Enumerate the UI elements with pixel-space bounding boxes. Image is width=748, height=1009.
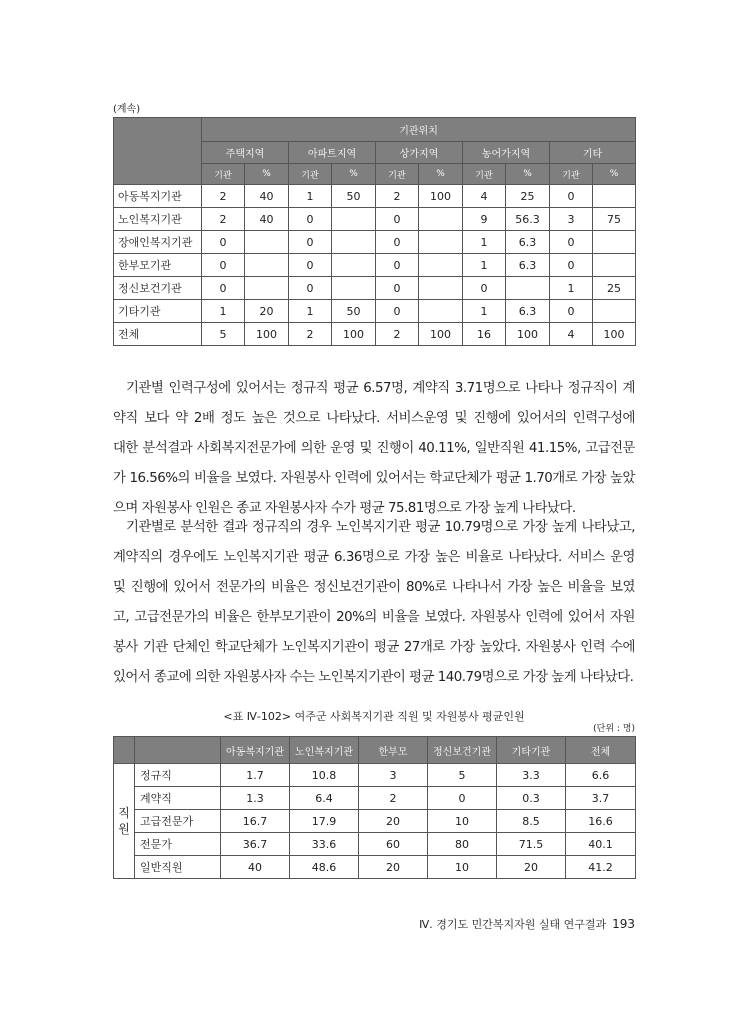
- table-cell: 0: [289, 208, 332, 231]
- table-cell: 48.6: [290, 856, 359, 879]
- row-label: 일반직원: [135, 856, 221, 879]
- paragraph-text: [113, 374, 635, 524]
- column-header: 아동복지기관: [221, 737, 290, 764]
- subheader-cell: %: [506, 164, 550, 185]
- table-cell: 0.3: [497, 787, 566, 810]
- table-row: [114, 764, 636, 787]
- header-row-1: [114, 118, 636, 142]
- table-cell: 8.5: [497, 810, 566, 833]
- row-label: 장애인복지기관: [114, 231, 202, 254]
- paragraph-line: 봉사 기관 단체인 학교단체가 노인복지기관이 평균 27개로 가장 높았다. 자원봉사 인력 수에: [113, 640, 635, 655]
- table-cell: 1: [463, 300, 506, 323]
- group-header-cell: 상가지역: [376, 142, 463, 164]
- table-cell: 2: [202, 185, 245, 208]
- subheader-cell: 기관: [376, 164, 419, 185]
- table-cell: 0: [289, 254, 332, 277]
- table-cell: 6.3: [506, 231, 550, 254]
- table-cell: 0: [376, 300, 419, 323]
- paragraph-line: 약직 보다 약 2배 정도 높은 것으로 나타났다. 서비스운영 및 진행에 있어서의 인력구성에: [113, 411, 635, 426]
- table-cell: 1: [202, 300, 245, 323]
- table-cell: [245, 277, 289, 300]
- table-row: [114, 277, 636, 300]
- table-cell: 0: [202, 277, 245, 300]
- paragraph-line: 및 진행에 있어서 전문가의 비율은 정신보건기관이 80%로 나타나서 가장 높은 비율을 보였: [113, 580, 635, 595]
- subheader-cell: 기관: [550, 164, 593, 185]
- table-cell: 1.7: [221, 764, 290, 787]
- group-header-cell: 농어가지역: [463, 142, 550, 164]
- paragraph-line: 계약직의 경우에도 노인복지기관 평균 6.36명으로 가장 높은 비율로 나타났다. 서비스 운영: [113, 550, 635, 565]
- table-cell: 6.4: [290, 787, 359, 810]
- table-cell: 1: [463, 254, 506, 277]
- column-header: 전체: [566, 737, 636, 764]
- row-label: 계약직: [135, 787, 221, 810]
- table-cell: 2: [359, 787, 428, 810]
- group-label: 직 원: [114, 764, 135, 879]
- table-cell: [419, 231, 463, 254]
- table-cell: 5: [202, 323, 245, 346]
- header-row: [114, 737, 636, 764]
- table-cell: 0: [550, 231, 593, 254]
- paragraph-line: 고, 고급전문가의 비율은 한부모기관이 20%의 비율을 보였다. 자원봉사 인력에 있어서 자원: [113, 610, 635, 625]
- table-cell: 36.7: [221, 833, 290, 856]
- table-cell: 100: [419, 185, 463, 208]
- paragraph-line: 가 16.56%의 비율을 보였다. 자원봉사 인력에 있어서는 학교단체가 평균 1.70개로 가장 높았: [113, 471, 635, 486]
- table-row: [114, 254, 636, 277]
- table-cell: 17.9: [290, 810, 359, 833]
- table-cell: 6.3: [506, 254, 550, 277]
- group-header-cell: 아파트지역: [289, 142, 376, 164]
- row-label: 전문가: [135, 833, 221, 856]
- paragraph-line: 으며 자원봉사 인원은 종교 자원봉사자 수가 평균 75.81명으로 가장 높게 나타났다.: [113, 501, 576, 516]
- table-cell: 16: [463, 323, 506, 346]
- table-row: [114, 323, 636, 346]
- table-cell: 20: [359, 810, 428, 833]
- table-cell: 4: [550, 323, 593, 346]
- table-cell: [245, 231, 289, 254]
- table-row: [114, 810, 636, 833]
- group-header-cell: 주택지역: [202, 142, 289, 164]
- table-cell: 2: [376, 323, 419, 346]
- row-label: 아동복지기관: [114, 185, 202, 208]
- table-cell: 0: [550, 300, 593, 323]
- paragraph-line: 기관별로 분석한 결과 정규직의 경우 노인복지기관 평균 10.79명으로 가장 높게 나타났고,: [126, 520, 635, 535]
- table-cell: [593, 231, 636, 254]
- table-row: [114, 300, 636, 323]
- table-cell: 40.1: [566, 833, 636, 856]
- subheader-cell: %: [332, 164, 376, 185]
- corner-cell: [135, 737, 221, 764]
- table-cell: 71.5: [497, 833, 566, 856]
- table-cell: 20: [245, 300, 289, 323]
- table-cell: 50: [332, 185, 376, 208]
- table-cell: 0: [463, 277, 506, 300]
- subheader-cell: %: [245, 164, 289, 185]
- table-cell: 0: [376, 208, 419, 231]
- continued-label: (계속): [113, 104, 141, 115]
- table-cell: 10.8: [290, 764, 359, 787]
- header-cell: 기관위치: [202, 118, 636, 142]
- table-cell: 3: [550, 208, 593, 231]
- paragraph-line: 대한 분석결과 사회복지전문가에 의한 운영 및 진행이 40.11%, 일반직원 41.15%, 고급전문: [113, 441, 635, 456]
- table-cell: 6.3: [506, 300, 550, 323]
- table-cell: 41.2: [566, 856, 636, 879]
- table-cell: 5: [428, 764, 497, 787]
- page-number: 193: [612, 917, 635, 931]
- column-header: 정신보건기관: [428, 737, 497, 764]
- table-cell: 0: [289, 277, 332, 300]
- table-cell: 40: [221, 856, 290, 879]
- unit-label: (단위 : 명): [593, 724, 635, 734]
- page-footer: [419, 916, 635, 932]
- subheader-cell: 기관: [202, 164, 245, 185]
- table-cell: 1: [289, 300, 332, 323]
- table-cell: 80: [428, 833, 497, 856]
- table-cell: 10: [428, 810, 497, 833]
- table-cell: 2: [289, 323, 332, 346]
- table-row: [114, 208, 636, 231]
- table-cell: 0: [428, 787, 497, 810]
- row-label: 한부모기관: [114, 254, 202, 277]
- row-label: 고급전문가: [135, 810, 221, 833]
- table-cell: 100: [593, 323, 636, 346]
- paragraph-1: [113, 374, 635, 524]
- table-cell: 3.7: [566, 787, 636, 810]
- paragraph-line: 기관별 인력구성에 있어서는 정규직 평균 6.57명, 계약직 3.71명으로 나타나 정규직이 계: [126, 381, 635, 396]
- row-label: 전체: [114, 323, 202, 346]
- table-row: [114, 185, 636, 208]
- location-table: [113, 117, 636, 346]
- table-cell: 100: [419, 323, 463, 346]
- table-caption: <표 Ⅳ-102> 여주군 사회복지기관 직원 및 자원봉사 평균인원: [223, 710, 525, 723]
- table-cell: 20: [359, 856, 428, 879]
- table-cell: 2: [376, 185, 419, 208]
- table-cell: 20: [497, 856, 566, 879]
- table-cell: [332, 254, 376, 277]
- table-cell: 100: [332, 323, 376, 346]
- table-cell: 0: [376, 277, 419, 300]
- table-cell: 16.7: [221, 810, 290, 833]
- table-row: [114, 833, 636, 856]
- subheader-cell: %: [593, 164, 636, 185]
- table-row: [114, 787, 636, 810]
- table-cell: 100: [506, 323, 550, 346]
- paragraph-line: 있어서 종교에 의한 자원봉사자 수는 노인복지기관이 평균 140.79명으로 가장 높게 나타났다.: [113, 670, 634, 685]
- table-row: [114, 231, 636, 254]
- table-cell: 75: [593, 208, 636, 231]
- subheader-cell: 기관: [289, 164, 332, 185]
- column-header: 노인복지기관: [290, 737, 359, 764]
- table-cell: 0: [550, 185, 593, 208]
- table-cell: 9: [463, 208, 506, 231]
- row-label: 정규직: [135, 764, 221, 787]
- table-cell: 6.6: [566, 764, 636, 787]
- table-cell: 50: [332, 300, 376, 323]
- table-cell: [332, 277, 376, 300]
- table-cell: [506, 277, 550, 300]
- table-cell: [419, 277, 463, 300]
- table-cell: 1.3: [221, 787, 290, 810]
- table-cell: 56.3: [506, 208, 550, 231]
- table-cell: [332, 231, 376, 254]
- subheader-cell: 기관: [463, 164, 506, 185]
- table-cell: 0: [376, 254, 419, 277]
- paragraph-2: [113, 513, 635, 693]
- table-cell: 0: [202, 254, 245, 277]
- table-cell: 40: [245, 185, 289, 208]
- table-row: [114, 856, 636, 879]
- table-cell: 16.6: [566, 810, 636, 833]
- row-label: 정신보건기관: [114, 277, 202, 300]
- table-cell: 3.3: [497, 764, 566, 787]
- table-cell: 10: [428, 856, 497, 879]
- table-cell: 40: [245, 208, 289, 231]
- paragraph-text: [113, 513, 635, 693]
- table-cell: [332, 208, 376, 231]
- table-cell: 2: [202, 208, 245, 231]
- row-label: 노인복지기관: [114, 208, 202, 231]
- staff-table: [113, 736, 636, 879]
- corner-cell: [114, 737, 135, 764]
- table-cell: 3: [359, 764, 428, 787]
- table-cell: 33.6: [290, 833, 359, 856]
- table-cell: 1: [289, 185, 332, 208]
- table-cell: 4: [463, 185, 506, 208]
- table-cell: 0: [202, 231, 245, 254]
- table-cell: 1: [550, 277, 593, 300]
- corner-cell: [114, 118, 202, 185]
- table-cell: [419, 208, 463, 231]
- table-cell: [419, 254, 463, 277]
- column-header: 한부모: [359, 737, 428, 764]
- group-header-cell: 기타: [550, 142, 636, 164]
- row-label: 기타기관: [114, 300, 202, 323]
- table-cell: 25: [506, 185, 550, 208]
- table-cell: [245, 254, 289, 277]
- table-cell: 1: [463, 231, 506, 254]
- table-cell: 60: [359, 833, 428, 856]
- table-cell: [419, 300, 463, 323]
- table-cell: 0: [376, 231, 419, 254]
- table-cell: 0: [289, 231, 332, 254]
- table-cell: 100: [245, 323, 289, 346]
- table-cell: 0: [550, 254, 593, 277]
- footer-chapter: Ⅳ. 경기도 민간복지자원 실태 연구결과: [419, 918, 607, 931]
- table-cell: [593, 300, 636, 323]
- table-cell: [593, 185, 636, 208]
- table-cell: [593, 254, 636, 277]
- table-cell: 25: [593, 277, 636, 300]
- subheader-cell: %: [419, 164, 463, 185]
- column-header: 기타기관: [497, 737, 566, 764]
